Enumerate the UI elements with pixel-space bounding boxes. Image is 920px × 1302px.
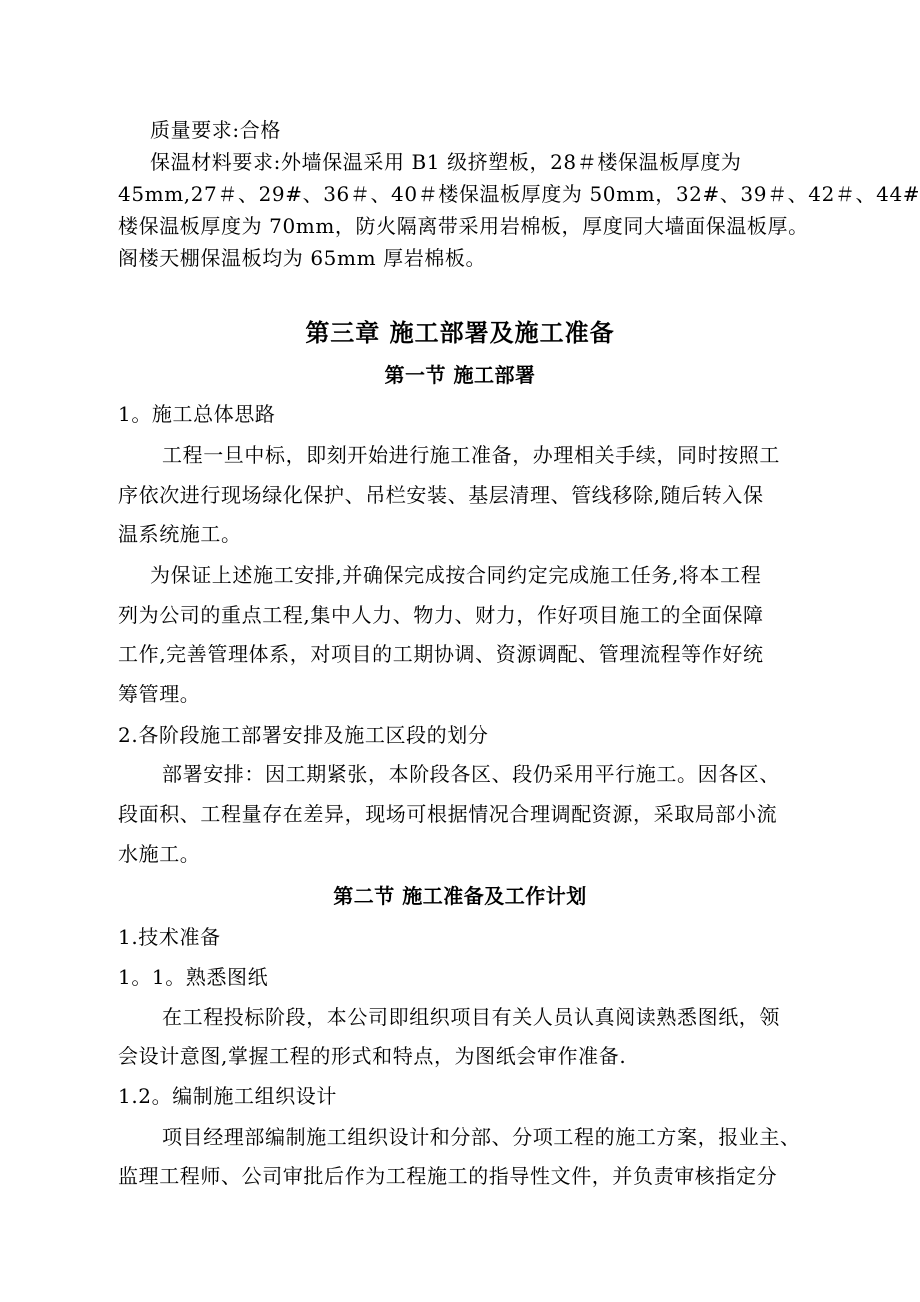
paragraph-line: 部署安排：因工期紧张，本阶段各区、段仍采用平行施工。因各区、 bbox=[162, 762, 780, 786]
paragraph-line: 温系统施工。 bbox=[118, 522, 242, 546]
paragraph-line: 段面积、工程量存在差异，现场可根据情况合理调配资源，采取局部小流 bbox=[118, 802, 778, 826]
paragraph-line: 为保证上述施工安排,并确保完成按合同约定完成施工任务,将本工程 bbox=[150, 563, 762, 587]
section-title: 第一节 施工部署 bbox=[384, 363, 536, 387]
chapter-title: 第三章 施工部署及施工准备 bbox=[305, 319, 615, 347]
paragraph-line: 水施工。 bbox=[118, 842, 201, 866]
insulation-line: 保温材料要求:外墙保温采用 B1 级挤塑板，28＃楼保温板厚度为 bbox=[150, 150, 742, 174]
item-heading: 2.各阶段施工部署安排及施工区段的划分 bbox=[118, 723, 489, 747]
paragraph-line: 项目经理部编制施工组织设计和分部、分项工程的施工方案，报业主、 bbox=[162, 1125, 801, 1149]
paragraph-line: 工程一旦中标，即刻开始进行施工准备，办理相关手续，同时按照工 bbox=[162, 443, 780, 467]
item-heading: 1.2。编制施工组织设计 bbox=[118, 1084, 338, 1108]
paragraph-line: 筹管理。 bbox=[118, 682, 201, 706]
item-heading: 1。施工总体思路 bbox=[118, 402, 276, 426]
insulation-line: 阁楼天棚保温板均为 65mm 厚岩棉板。 bbox=[118, 246, 487, 270]
paragraph-line: 列为公司的重点工程,集中人力、物力、财力，作好项目施工的全面保障 bbox=[118, 603, 764, 627]
paragraph-line: 工作,完善管理体系，对项目的工期协调、资源调配、管理流程等作好统 bbox=[118, 642, 764, 666]
item-heading: 1.技术准备 bbox=[118, 925, 221, 949]
insulation-line: 45mm,27＃、29#、36＃、40＃楼保温板厚度为 50mm，32#、39＃、42＃、44# bbox=[118, 182, 920, 206]
paragraph-line: 序依次进行现场绿化保护、吊栏安装、基层清理、管线移除,随后转入保 bbox=[118, 483, 764, 507]
paragraph-line: 在工程投标阶段，本公司即组织项目有关人员认真阅读熟悉图纸，领 bbox=[162, 1005, 780, 1029]
paragraph-line: 会设计意图,掌握工程的形式和特点，为图纸会审作准备. bbox=[118, 1044, 627, 1068]
insulation-line: 楼保温板厚度为 70mm，防火隔离带采用岩棉板，厚度同大墙面保温板厚。 bbox=[118, 214, 809, 238]
section-title: 第二节 施工准备及工作计划 bbox=[333, 884, 587, 908]
item-heading: 1。1。熟悉图纸 bbox=[118, 965, 269, 989]
paragraph-line: 监理工程师、公司审批后作为工程施工的指导性文件，并负责审核指定分 bbox=[118, 1164, 778, 1188]
quality-requirement: 质量要求:合格 bbox=[150, 118, 281, 142]
